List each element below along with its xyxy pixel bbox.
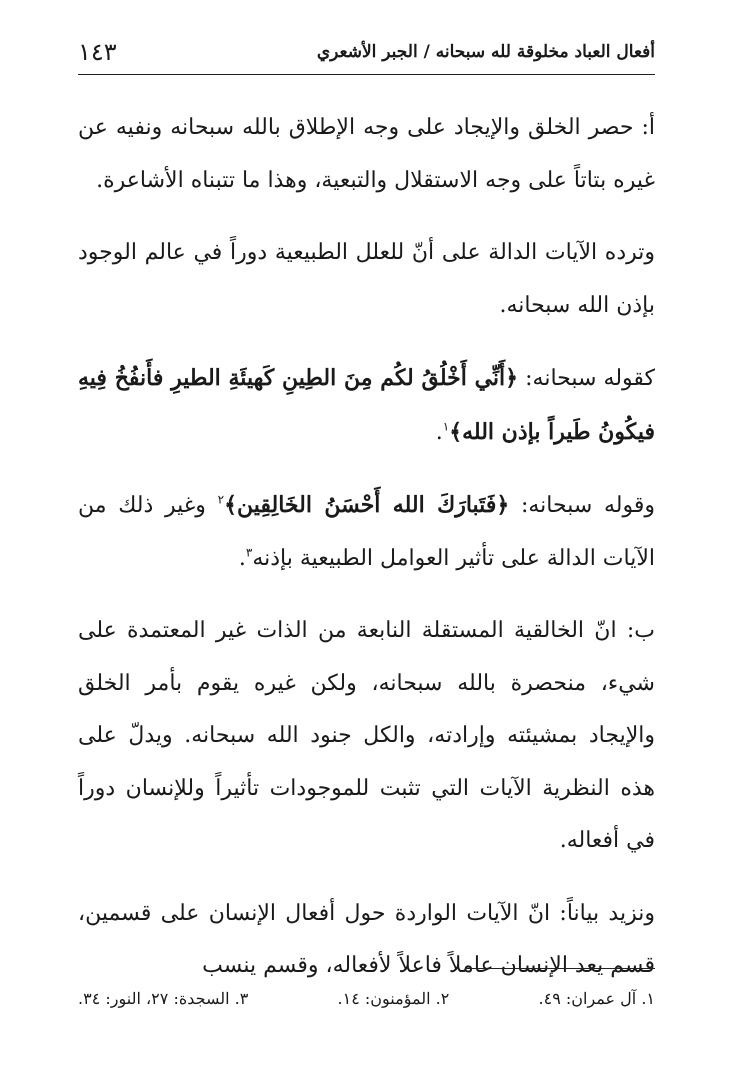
paragraph-text: وغير ذلك من الآيات الدالة على تأثير العوامل الطبيعية بإذنه [78,493,655,571]
paragraph-text: كقوله سبحانه: [518,366,655,391]
paragraph: ب: انّ الخالقية المستقلة النابعة من الذات غير المعتمدة على شيء، منحصرة بالله سبحانه، ولكن غيره يقوم بأمر الخلق والإيجاد بمشيئته وإرادته، والكل جنود الله سبحانه. ويدلّ على هذه النظرية الآيات التي تثبت للموجودات تأثيراً وللإنسان دوراً في أفعاله. [78,618,655,853]
footnote-marker: ١ [442,419,450,434]
footnote-marker: ٢ [217,492,225,507]
footnote: ٣. السجدة: ٢٧، النور: ٣٤. [78,989,249,1008]
paragraph [78,479,655,585]
paragraph: ونزيد بياناً: انّ الآيات الواردة حول أفعال الإنسان على قسمين، قسم يعد الإنسان عاملاً فاعلاً لأفعاله، وقسم ينسب [78,900,655,978]
page-header [78,30,655,75]
footnote: ١. آل عمران: ٤٩. [538,989,655,1008]
paragraph: وترده الآيات الدالة على أنّ للعلل الطبيعية دوراً في عالم الوجود بإذن الله سبحانه. [78,240,655,318]
paragraph-text: . [435,419,443,445]
quran-verse: ﴿فَتَبارَكَ الله أَحْسَنُ الخَالِقِين﴾ [224,492,510,518]
footnote: ٢. المؤمنون: ١٤. [337,989,450,1008]
footnote-divider [465,968,655,969]
running-title: أفعال العباد مخلوقة لله سبحانه / الجبر الأشعري [316,42,655,62]
paragraph [78,352,655,459]
page-body [78,102,655,1013]
paragraph-text: وقوله سبحانه: [509,493,655,518]
page-number: ١٤٣ [78,38,117,66]
quran-verse: ﴿أَنِّي أَخْلُقُ لكُم مِنَ الطِينِ كَهيئَةِ الطيرِ فأَنفُخُ فِيهِ فيكُونُ طَيراً بإذن الله﴾ [78,365,655,445]
paragraph-text: . [238,545,246,571]
paragraph: أ: حصر الخلق والإيجاد على وجه الإطلاق بالله سبحانه ونفيه عن غيره بتاتاً على وجه الاستقلال والتبعية، وهذا ما تتبناه الأشاعرة. [78,115,655,193]
footnotes [78,985,655,1013]
footnote-marker: ٣ [245,545,253,560]
